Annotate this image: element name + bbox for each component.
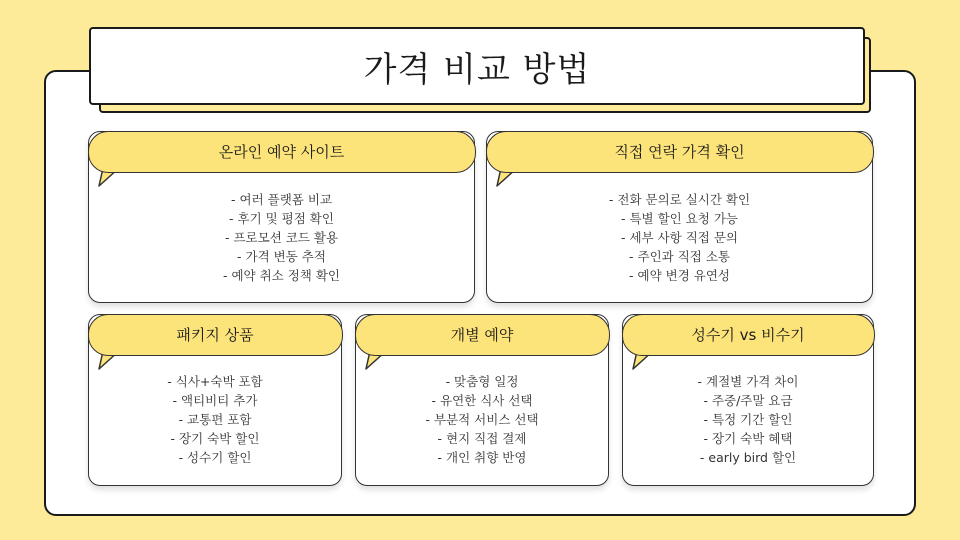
card-direct-contact <box>486 131 873 303</box>
list-item: - 식사+숙박 포함 <box>167 374 263 389</box>
list-item: - 계절별 가격 차이 <box>697 374 799 389</box>
card-header: 개별 예약 <box>355 314 610 356</box>
list-item: - 후기 및 평점 확인 <box>229 211 334 226</box>
list-item: - 주인과 직접 소통 <box>629 249 730 264</box>
list-item: - 전화 문의로 실시간 확인 <box>608 192 751 207</box>
card-header: 성수기 vs 비수기 <box>622 314 875 356</box>
list-item: - early bird 할인 <box>699 450 797 465</box>
title-box <box>89 27 865 105</box>
list-item: - 주중/주말 요금 <box>703 393 793 408</box>
list-item: - 여러 플랫폼 비교 <box>231 192 332 207</box>
card-list <box>89 190 474 285</box>
list-item: - 예약 취소 정책 확인 <box>222 268 340 283</box>
list-item: - 교통편 포함 <box>178 412 252 427</box>
page-title: 가격 비교 방법 <box>363 49 591 90</box>
card-header: 패키지 상품 <box>88 314 343 356</box>
list-item: - 특정 기간 할인 <box>703 412 793 427</box>
list-item: - 프로모션 코드 활용 <box>224 230 339 245</box>
card-list <box>356 372 608 467</box>
list-item: - 액티비티 추가 <box>172 393 258 408</box>
card-season <box>622 314 874 486</box>
list-item: - 부분적 서비스 선택 <box>425 412 539 427</box>
list-item: - 장기 숙박 혜택 <box>703 431 793 446</box>
card-online-booking <box>88 131 475 303</box>
card-list <box>487 190 872 285</box>
card-header: 직접 연락 가격 확인 <box>486 131 874 173</box>
list-item: - 현지 직접 결제 <box>437 431 527 446</box>
list-item: - 맞춤형 일정 <box>445 374 519 389</box>
list-item: - 세부 사항 직접 문의 <box>620 230 738 245</box>
card-list <box>623 372 873 467</box>
list-item: - 유연한 식사 선택 <box>431 393 533 408</box>
card-individual <box>355 314 609 486</box>
card-header: 온라인 예약 사이트 <box>88 131 476 173</box>
list-item: - 성수기 할인 <box>178 450 252 465</box>
list-item: - 특별 할인 요청 가능 <box>620 211 738 226</box>
card-list <box>89 372 341 467</box>
list-item: - 개인 취향 반영 <box>437 450 527 465</box>
list-item: - 가격 변동 추적 <box>237 249 326 264</box>
list-item: - 예약 변경 유연성 <box>629 268 730 283</box>
card-package <box>88 314 342 486</box>
list-item: - 장기 숙박 할인 <box>170 431 260 446</box>
